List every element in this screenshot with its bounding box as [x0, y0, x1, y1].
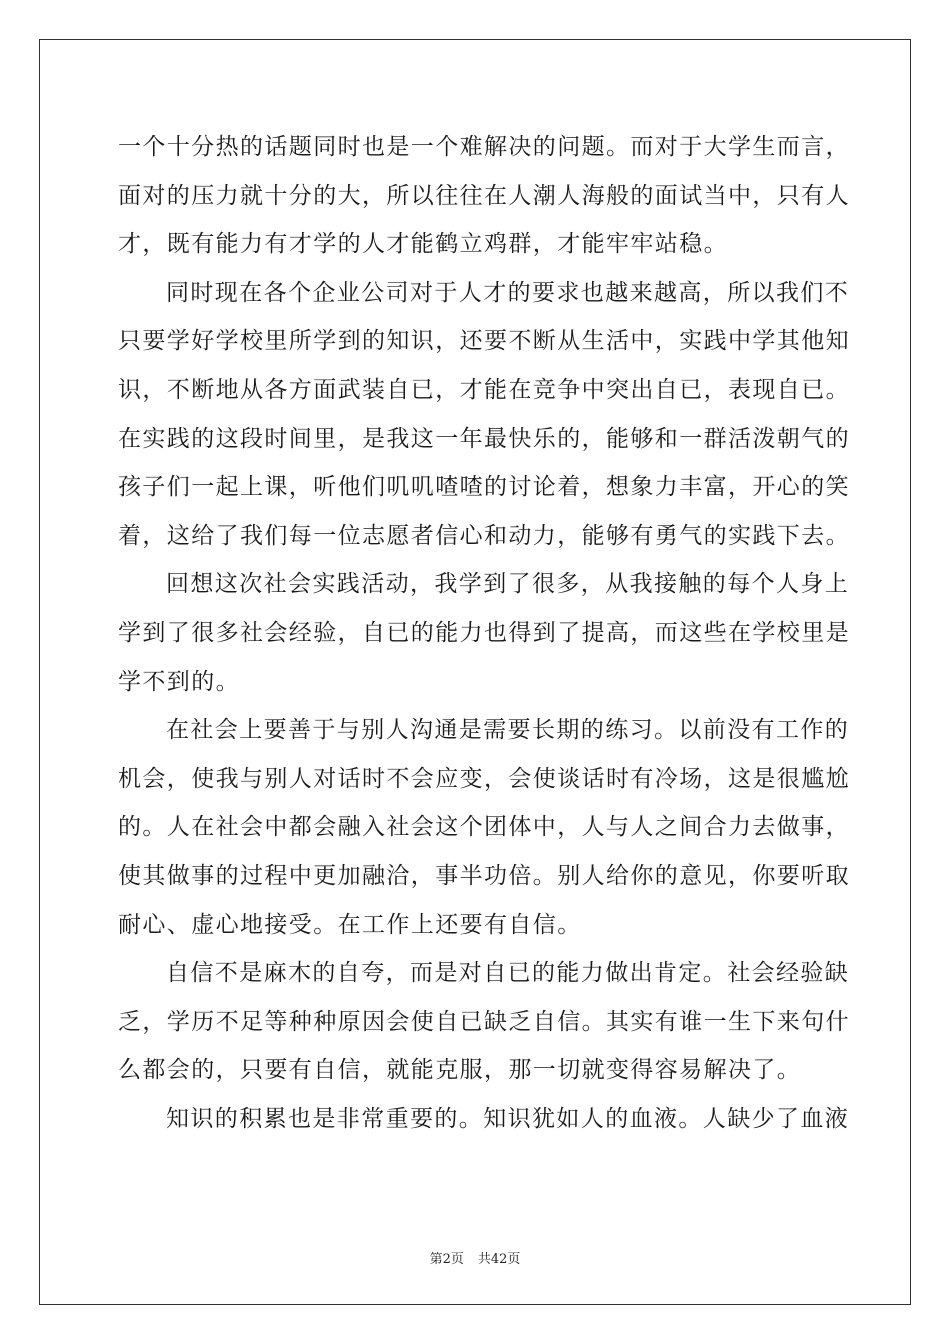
- text-line: 学不到的。: [118, 668, 240, 695]
- text-line: 在社会上要善于与别人沟通是需要长期的练习。以前没有工作的: [166, 717, 850, 744]
- text-line: 孩子们一起上课，听他们叽叽喳喳的讨论着，想象力丰富，开心的笑: [118, 474, 850, 501]
- page-number: 第2页: [429, 1252, 464, 1267]
- text-line: 乏，学历不足等种种原因会使自已缺乏自信。其实有谁一生下来句什: [118, 1008, 850, 1035]
- text-line: 只要学好学校里所学到的知识，还要不断从生活中，实践中学其他知: [118, 328, 850, 355]
- text-line: 回想这次社会实践活动，我学到了很多，从我接触的每个人身上: [166, 571, 850, 598]
- text-line: 耐心、虚心地接受。在工作上还要有自信。: [118, 911, 582, 938]
- text-line: 才，既有能力有才学的人才能鹤立鸡群，才能牢牢站稳。: [118, 231, 728, 258]
- page-total: 共42页: [477, 1252, 521, 1267]
- document-body: [118, 123, 850, 1143]
- text-line: 在实践的这段时间里，是我这一年最快乐的，能够和一群活泼朝气的: [118, 425, 850, 452]
- page-footer: [0, 1248, 950, 1267]
- text-line: 的。人在社会中都会融入社会这个团体中，人与人之间合力去做事，: [118, 814, 850, 841]
- text-line: 自信不是麻木的自夸，而是对自已的能力做出肯定。社会经验缺: [166, 960, 850, 987]
- text-line: 一个十分热的话题同时也是一个难解决的问题。而对于大学生而言，: [118, 134, 850, 160]
- text-line: 么都会的，只要有自信，就能克服，那一切就变得容易解决了。: [118, 1057, 802, 1084]
- text-line: 机会，使我与别人对话时不会应变，会使谈话时有冷场，这是很尴尬: [118, 765, 850, 792]
- text-line: 同时现在各个企业公司对于人才的要求也越来越高，所以我们不: [166, 279, 850, 306]
- text-line: 面对的压力就十分的大，所以往往在人潮人海般的面试当中，只有人: [118, 182, 850, 209]
- text-line: 使其做事的过程中更加融洽，事半功倍。别人给你的意见，你要听取: [118, 862, 850, 889]
- text-line: 着，这给了我们每一位志愿者信心和动力，能够有勇气的实践下去。: [118, 522, 850, 549]
- text-line: 学到了很多社会经验，自已的能力也得到了提高，而这些在学校里是: [118, 619, 850, 646]
- text-line: 知识的积累也是非常重要的。知识犹如人的血液。人缺少了血液: [166, 1105, 850, 1132]
- text-line: 识，不断地从各方面武装自已，才能在竞争中突出自已，表现自已。: [118, 376, 850, 403]
